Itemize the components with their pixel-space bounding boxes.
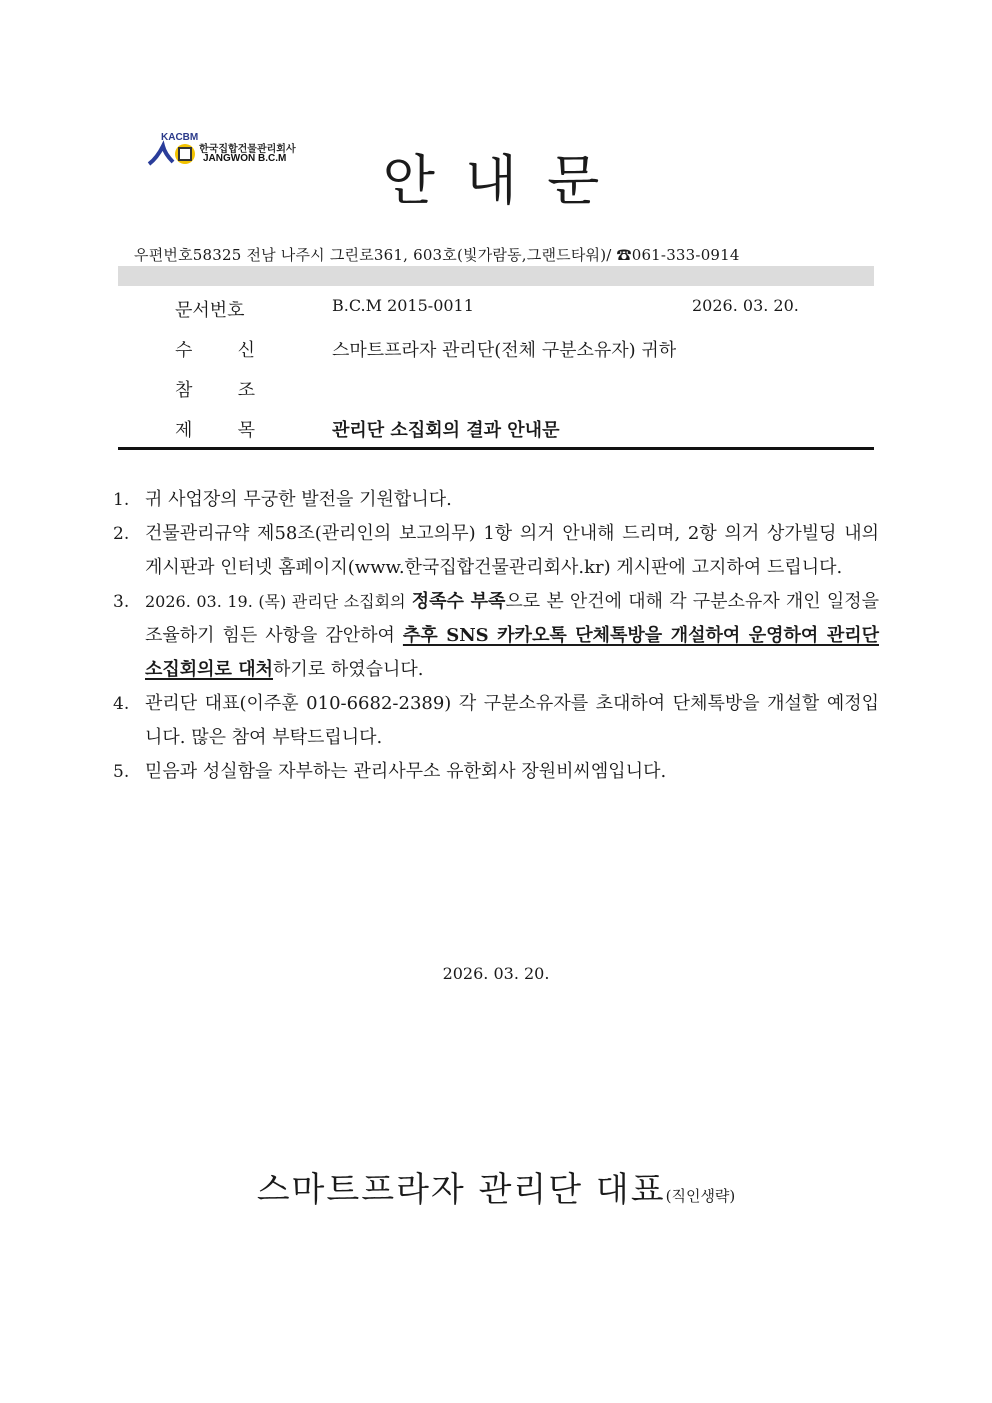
doc-number-row [175,296,875,322]
item-text: 믿음과 성실함을 자부하는 관리사무소 유한회사 장원비씨엠입니다. [145,761,667,782]
signature: 스마트프라자 관리단 대표 [256,1170,666,1210]
list-item [113,585,879,687]
header-divider-bar [118,266,874,286]
logo-acronym: KACBM [161,132,199,143]
recipient-row [175,336,875,362]
seal-note: (직인생략) [665,1187,736,1205]
document-title: 안내문 [382,149,630,212]
item-text-emphasis: 정족수 부족 [411,591,506,612]
notice-body [113,483,879,789]
item-text: 건물관리규약 제58조(관리인의 보고의무) 1항 의거 안내해 드리며, 2항 의거 상가빌딩 내의 게시판과 인터넷 홈페이지(www.한국집합건물관리회사.kr) 게시판에 고지하여 드립니다. [145,523,879,578]
subject: 관리단 소집회의 결과 안내문 [332,420,560,441]
item-text-underlined: 추후 SNS 카카오톡 단체톡방을 개설하여 운영하여 관리단 소집회의로 대처 [145,625,879,680]
recipient-label: 수 신 [175,340,255,361]
section-rule [118,447,874,450]
item-text: 관리단 대표(이주훈 010-6682-2389) 각 구분소유자를 초대하여 단체톡방을 개설할 예정입니다. 많은 참여 부탁드립니다. [145,693,879,748]
logo-company-kr: 한국집합건물관리회사 [199,144,296,155]
footer-date: 2026. 03. 20. [442,964,550,983]
list-item [113,517,879,585]
logo-company-en: JANGWON B.C.M [203,153,287,164]
doc-date: 2026. 03. 20. [692,296,799,315]
reference-row [175,376,875,402]
item-text-middle: 으로 본 안건에 대해 각 구분소유자 개인 일정을 조율하기 힘든 사항을 감안하여 [145,591,879,646]
subject-label: 제 목 [175,420,255,441]
subject-row [175,416,875,442]
address-line: 우편번호58325 전남 나주시 그린로361, 603호(빛가람동,그랜드타워)/ ☎061-333-0914 [134,246,740,264]
reference-label: 참 조 [175,380,255,401]
item-number: 2. [113,524,130,544]
list-item [113,755,879,789]
item-number: 3. [113,592,130,612]
item-text-prefix: 2026. 03. 19. (목) 관리단 소집회의 [145,592,406,611]
signature-line [0,1162,992,1211]
item-number: 5. [113,762,130,782]
item-text: 귀 사업장의 무궁한 발전을 기원합니다. [145,489,452,510]
item-number: 1. [113,490,130,510]
list-item [113,687,879,755]
item-number: 4. [113,694,130,714]
recipient: 스마트프라자 관리단(전체 구분소유자) 귀하 [332,340,677,361]
doc-number-label: 문서번호 [175,300,245,321]
item-text-suffix: 하기로 하였습니다. [272,659,424,680]
list-item [113,483,879,517]
doc-number: B.C.M 2015-0011 [332,296,474,315]
